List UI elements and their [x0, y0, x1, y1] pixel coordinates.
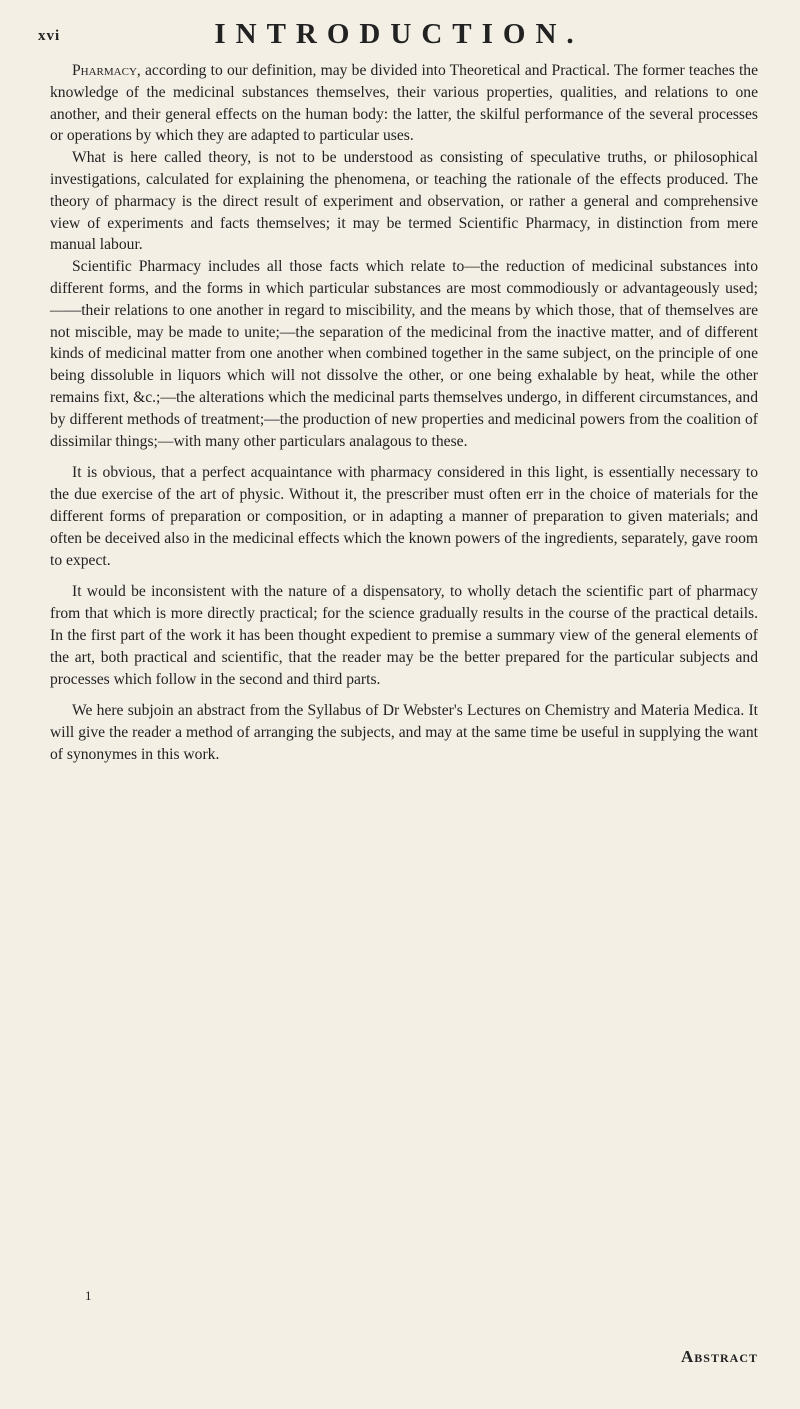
page-header [38, 18, 760, 54]
catchword: Abstract [681, 1347, 758, 1366]
running-title: INTRODUCTION. [214, 18, 584, 50]
paragraph-1 [50, 60, 758, 147]
stray-mark: 1 [85, 1288, 92, 1303]
paragraph-4: It is obvious, that a perfect acquaintance with pharmacy considered in this light, is essentially necessary to the due exercise of the art of physic. Without it, the prescriber must often err in the choice of materials for the different forms of preparation or composition, or in adapting a manner of preparation to given materials; and often be deceived also in the medicinal effects which the known powers of the ingredients, separately, gave room to expect. [50, 464, 758, 569]
paragraph-3: Scientific Pharmacy includes all those facts which relate to—the reduction of medicinal substances into different forms, and the forms in which particular substances are most commodiously or advantageously used;——their relations to one another in regard to miscibility, and the means by which those, that of themselves are not miscible, may be made to unite;—the separation of the medicinal from the inactive matter, and of different kinds of medicinal matter from one another when combined together in the same subject, on the principle of one being dissoluble in liquors which will not dissolve the other, or one being exhalable by heat, while the other remains fixt, &c.;—the alterations which the medicinal parts themselves undergo, in different circumstances, and by different methods of treatment;—the production of new properties and medicinal powers from the coalition of dissimilar things;—with many other particulars analagous to these. [50, 258, 758, 450]
page-number: xvi [38, 28, 61, 44]
paragraph-2: What is here called theory, is not to be understood as consisting of speculative truths, or philosophical investigations, calculated for explaining the phenomena, or teaching the rationale of the effects produced. The theory of pharmacy is the direct result of experiment and observation, or rather a general and comprehensive view of experiments and facts themselves; it may be termed Scientific Pharmacy, in distinction from mere manual labour. [50, 149, 758, 254]
paragraph-5: It would be inconsistent with the nature of a dispensatory, to wholly detach the scientific part of pharmacy from that which is more directly practical; for the science gradually results in the course of the practical details. In the first part of the work it has been thought expedient to premise a summary view of the general elements of the art, both practical and scientific, that the reader may be the better prepared for the particular subjects and processes which follow in the second and third parts. [50, 583, 758, 688]
body-text [50, 60, 758, 766]
paragraph-1-lead: Pharmacy [72, 62, 137, 79]
paragraph-6: We here subjoin an abstract from the Syllabus of Dr Webster's Lectures on Chemistry and Materia Medica. It will give the reader a method of arranging the subjects, and may at the same time be useful in supplying the want of synonymes in this work. [50, 702, 758, 763]
paragraph-1-text: , according to our definition, may be divided into Theoretical and Practical. The former teaches the knowledge of the medicinal substances themselves, their various properties, qualities, and relations to one another, and their general effects on the human body: the latter, the skilful performance of the several processes or operations by which they are adapted to particular uses. [50, 62, 758, 145]
